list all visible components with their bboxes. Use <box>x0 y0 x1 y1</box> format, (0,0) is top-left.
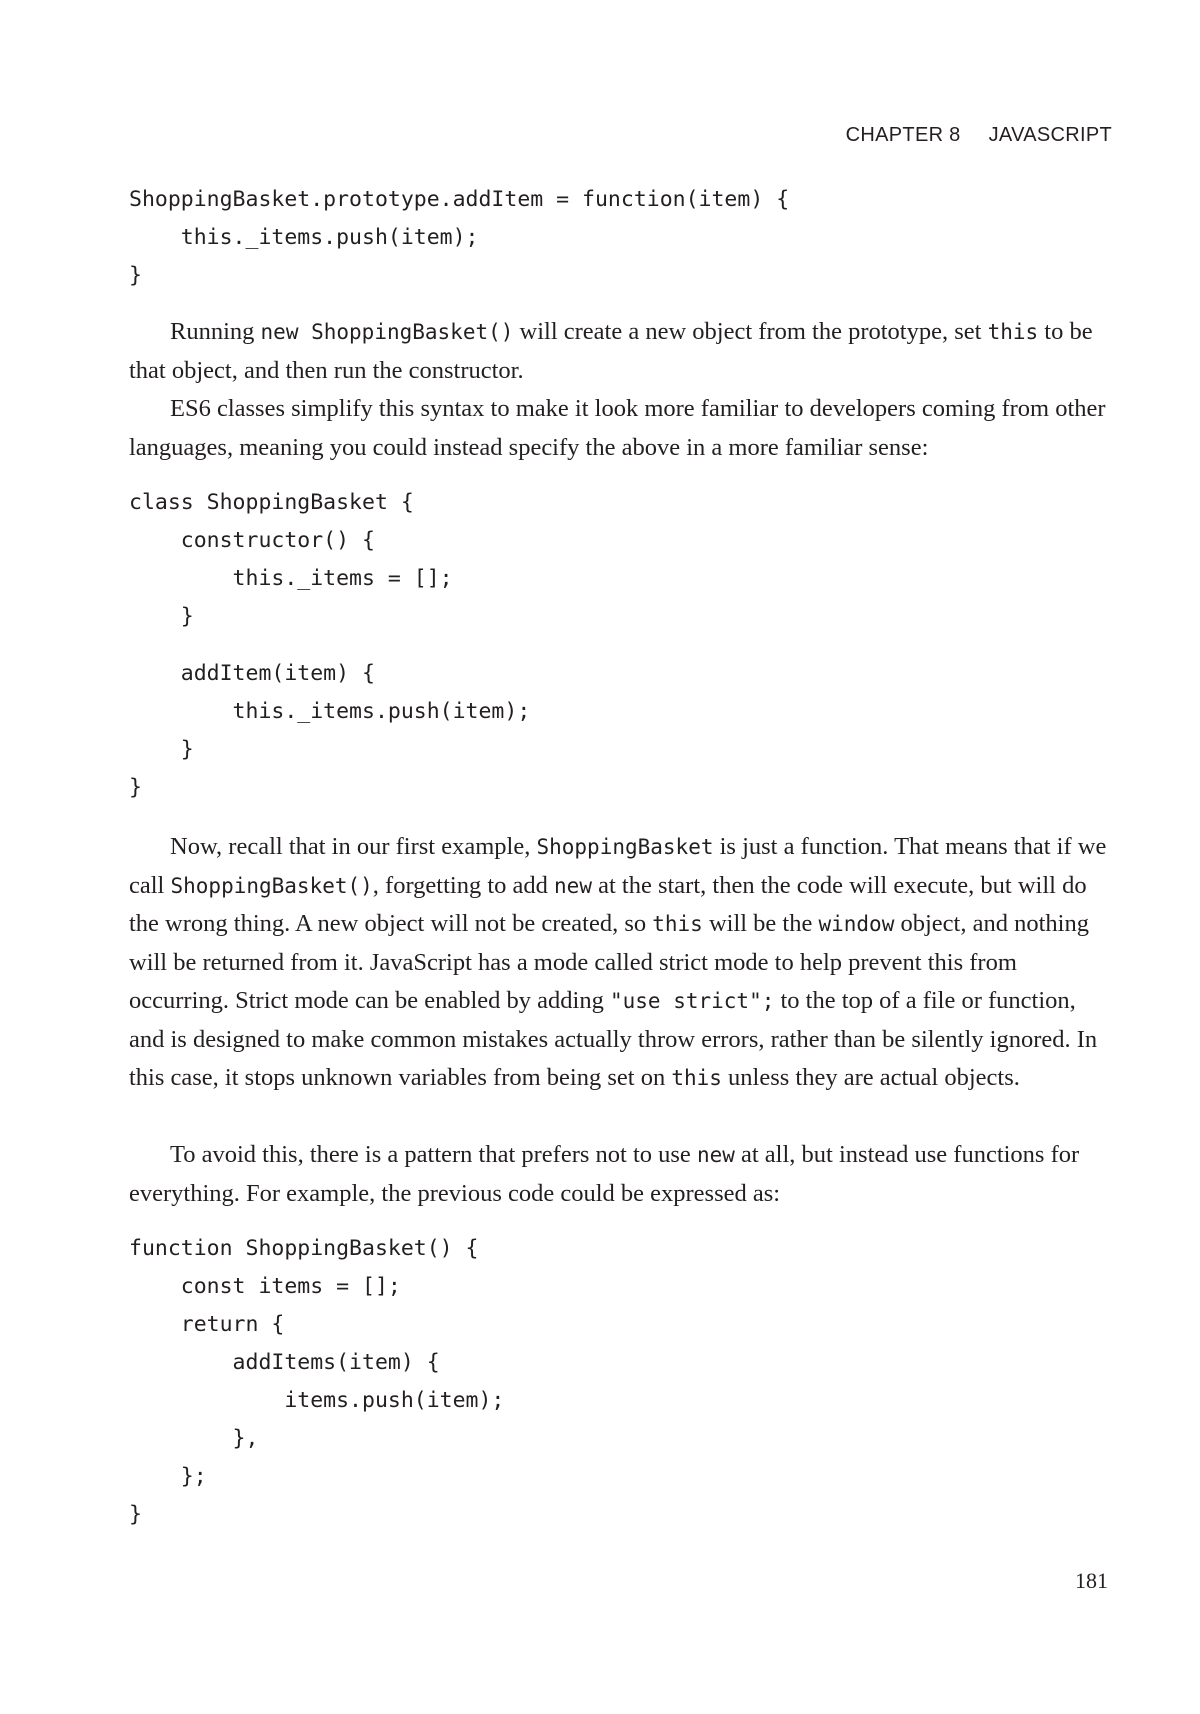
inline-code: window <box>818 912 895 936</box>
text-run: unless they are actual objects. <box>721 1064 1020 1091</box>
inline-code: this <box>671 1066 722 1090</box>
inline-code: new <box>554 873 592 898</box>
text-run: at the start, then the code will execute, but will do the wrong thing. A new object will not be created, so <box>129 871 1087 937</box>
text-run: ES6 classes simplify this syntax to make it look more familiar to developers coming from other languages, meaning you could instead specify the above in a more familiar sense: <box>129 395 1106 461</box>
inline-code: this <box>652 912 703 936</box>
paragraph-running-new <box>129 313 1111 390</box>
code-line: return { <box>129 1312 285 1337</box>
chapter-label: CHAPTER 8 <box>845 124 961 146</box>
code-line: } <box>129 604 194 629</box>
page-number: 181 <box>1075 1568 1108 1593</box>
text-run: is just a function. That means that if we call <box>129 833 1107 899</box>
code-line: } <box>129 775 142 800</box>
text-run: , forgetting to add <box>372 871 555 899</box>
code-line: ShoppingBasket.prototype.addItem = function(item) { <box>129 187 790 212</box>
inline-code: ShoppingBasket <box>536 835 714 859</box>
inline-code: "use strict"; <box>610 989 775 1013</box>
code-line: this._items = []; <box>129 566 453 591</box>
code-line: addItems(item) { <box>129 1350 440 1375</box>
code-line: const items = []; <box>129 1274 401 1299</box>
paragraph-strict-mode <box>129 828 1111 1098</box>
text-run: object, and nothing will be returned from it. JavaScript has a mode called strict mode to help prevent this from occurring. Strict mode can be enabled by adding <box>129 910 1089 1014</box>
inline-code: this <box>987 320 1039 344</box>
inline-code: new ShoppingBasket() <box>260 320 514 344</box>
code-line: function ShoppingBasket() { <box>129 1236 479 1261</box>
code-line: }, <box>129 1426 259 1451</box>
code-line: addItem(item) { <box>129 661 375 686</box>
code-line: }; <box>129 1464 207 1489</box>
code-line: } <box>129 737 194 762</box>
paragraph-avoid-new <box>129 1136 1111 1213</box>
text-run: at all, but instead use functions for everything. For example, the previous code could be expressed as: <box>129 1141 1080 1207</box>
text-run: will be the <box>702 910 819 937</box>
code-line: this._items.push(item); <box>129 225 479 250</box>
code-line: this._items.push(item); <box>129 699 531 724</box>
inline-code: ShoppingBasket() <box>170 873 373 898</box>
text-run: To avoid this, there is a pattern that prefers not to use <box>170 1141 697 1168</box>
text-run: to the top of a file or function, and is designed to make common mistakes actually throw errors, rather than be silently ignored. In this case, it stops unknown variables from being set on <box>129 987 1098 1091</box>
text-run: to be that object, and then run the constructor. <box>129 318 1093 384</box>
chapter-title: JAVASCRIPT <box>988 124 1112 146</box>
code-block-prototype <box>129 181 789 295</box>
code-line: class ShoppingBasket { <box>129 490 414 515</box>
running-head <box>846 124 1112 147</box>
text-run: Running <box>170 318 261 345</box>
code-spacer <box>129 636 530 655</box>
paragraph-es6-classes <box>129 390 1111 467</box>
code-block-function <box>129 1230 504 1534</box>
code-line: } <box>129 263 142 288</box>
code-line: } <box>129 1502 142 1527</box>
inline-code: new <box>696 1143 735 1167</box>
text-run: Now, recall that in our first example, <box>170 833 537 860</box>
code-line: constructor() { <box>129 528 375 553</box>
text-run: will create a new object from the prototype, set <box>513 318 988 345</box>
code-line: items.push(item); <box>129 1388 505 1413</box>
code-block-class <box>129 484 530 807</box>
